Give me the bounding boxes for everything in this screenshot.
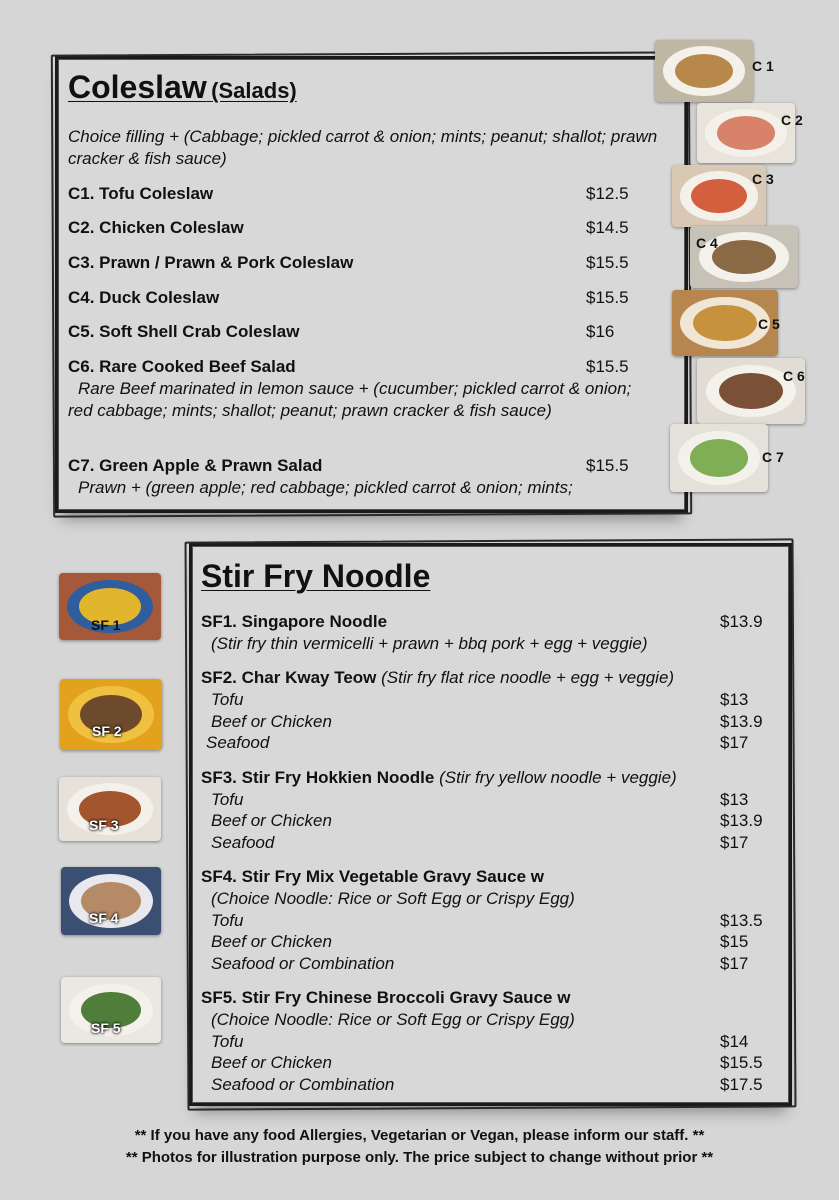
menu-item-c6-desc: Rare Beef marinated in lemon sauce + (cucumber; pickled carrot & onion; red cabbage; mints; shallot; peanut; prawn cracker & fish sauce) xyxy=(68,379,632,420)
photo-label-c2: C 2 xyxy=(781,112,803,128)
price-c1: $12.5 xyxy=(586,184,629,203)
photo-sf1 xyxy=(59,573,161,640)
option-sf4-beef-chicken: Beef or Chicken xyxy=(211,932,332,951)
price-c3: $15.5 xyxy=(586,253,629,272)
price-sf3-beef-chicken: $13.9 xyxy=(720,811,763,830)
price-sf2-seafood: $17 xyxy=(720,733,749,752)
menu-item-sf2: SF2. Char Kway Teow (Stir fry flat rice noodle + egg + veggie) xyxy=(201,668,675,687)
option-sf5-beef-chicken: Beef or Chicken xyxy=(211,1053,332,1072)
price-c2: $14.5 xyxy=(586,218,629,237)
menu-item-sf4-desc: (Choice Noodle: Rice or Soft Egg or Crispy Egg) xyxy=(211,889,575,908)
photo-label-c3: C 3 xyxy=(752,171,774,187)
menu-item-c7: C7. Green Apple & Prawn Salad xyxy=(68,456,323,475)
photo-label-c6: C 6 xyxy=(783,368,805,384)
price-c4: $15.5 xyxy=(586,288,629,307)
photo-sf3 xyxy=(59,777,161,841)
option-sf5-seafood-combination: Seafood or Combination xyxy=(211,1075,395,1094)
footer-photo-note: ** Photos for illustration purpose only. The price subject to change without prior ** xyxy=(125,1149,714,1166)
price-sf5-seafood-combination: $17.5 xyxy=(720,1075,763,1094)
photo-label-sf2: SF 2 xyxy=(92,723,122,739)
price-sf4-seafood-combination: $17 xyxy=(720,954,749,973)
option-sf5-tofu: Tofu xyxy=(211,1032,244,1051)
price-sf5-beef-chicken: $15.5 xyxy=(720,1053,763,1072)
photo-sf2 xyxy=(60,679,162,750)
footer-allergy-note: ** If you have any food Allergies, Vegetarian or Vegan, please inform our staff. ** xyxy=(134,1127,705,1144)
coleslaw-section xyxy=(55,56,688,513)
photo-label-sf3: SF 3 xyxy=(89,817,119,833)
price-sf3-tofu: $13 xyxy=(720,790,749,809)
menu-item-sf5: SF5. Stir Fry Chinese Broccoli Gravy Sauce w xyxy=(201,988,571,1007)
option-sf3-tofu: Tofu xyxy=(211,790,244,809)
menu-item-sf5-desc: (Choice Noodle: Rice or Soft Egg or Crispy Egg) xyxy=(211,1010,575,1029)
menu-item-c6: C6. Rare Cooked Beef Salad xyxy=(68,357,296,376)
option-sf2-seafood: Seafood xyxy=(206,733,270,752)
price-c5: $16 xyxy=(586,322,615,341)
photo-label-c4: C 4 xyxy=(696,235,718,251)
menu-item-c7-desc: Prawn + (green apple; red cabbage; pickled carrot & onion; mints; xyxy=(78,478,573,497)
option-sf3-beef-chicken: Beef or Chicken xyxy=(211,811,332,830)
menu-item-sf3: SF3. Stir Fry Hokkien Noodle (Stir fry yellow noodle + veggie) xyxy=(201,768,677,787)
menu-item-sf1-desc: (Stir fry thin vermicelli + prawn + bbq pork + egg + veggie) xyxy=(211,634,648,653)
photo-c1 xyxy=(655,40,753,102)
photo-label-c1: C 1 xyxy=(752,58,774,74)
price-sf4-beef-chicken: $15 xyxy=(720,932,749,951)
photo-c7 xyxy=(670,424,768,492)
option-sf2-tofu: Tofu xyxy=(211,690,244,709)
stirfry-section xyxy=(189,543,792,1106)
price-sf5-tofu: $14 xyxy=(720,1032,749,1051)
option-sf3-seafood: Seafood xyxy=(211,833,275,852)
price-sf3-seafood: $17 xyxy=(720,833,749,852)
price-c7: $15.5 xyxy=(586,456,629,475)
menu-item-c4: C4. Duck Coleslaw xyxy=(68,288,220,307)
photo-label-sf5: SF 5 xyxy=(91,1020,121,1036)
menu-item-c2: C2. Chicken Coleslaw xyxy=(68,218,244,237)
price-c6: $15.5 xyxy=(586,357,629,376)
photo-label-c5: C 5 xyxy=(758,316,780,332)
option-sf2-beef-chicken: Beef or Chicken xyxy=(211,712,332,731)
photo-sf5 xyxy=(61,977,161,1043)
photo-label-c7: C 7 xyxy=(762,449,784,465)
menu-item-sf4: SF4. Stir Fry Mix Vegetable Gravy Sauce w xyxy=(201,867,544,886)
menu-item-c1: C1. Tofu Coleslaw xyxy=(68,184,214,203)
option-sf4-seafood-combination: Seafood or Combination xyxy=(211,954,395,973)
menu-item-c5: C5. Soft Shell Crab Coleslaw xyxy=(68,322,300,341)
menu-item-sf1: SF1. Singapore Noodle xyxy=(201,612,388,631)
photo-label-sf4: SF 4 xyxy=(89,910,119,926)
coleslaw-intro: Choice filling + (Cabbage; pickled carrot & onion; mints; peanut; shallot; prawn cracker & fish sauce) xyxy=(68,127,658,168)
price-sf2-tofu: $13 xyxy=(720,690,749,709)
coleslaw-title: Coleslaw (Salads) xyxy=(68,69,297,105)
photo-sf4 xyxy=(61,867,161,935)
price-sf2-beef-chicken: $13.9 xyxy=(720,712,763,731)
price-sf1: $13.9 xyxy=(720,612,763,631)
stirfry-title: Stir Fry Noodle xyxy=(201,558,431,594)
menu-item-c3: C3. Prawn / Prawn & Pork Coleslaw xyxy=(68,253,354,272)
option-sf4-tofu: Tofu xyxy=(211,911,244,930)
price-sf4-tofu: $13.5 xyxy=(720,911,763,930)
photo-label-sf1: SF 1 xyxy=(91,617,121,633)
